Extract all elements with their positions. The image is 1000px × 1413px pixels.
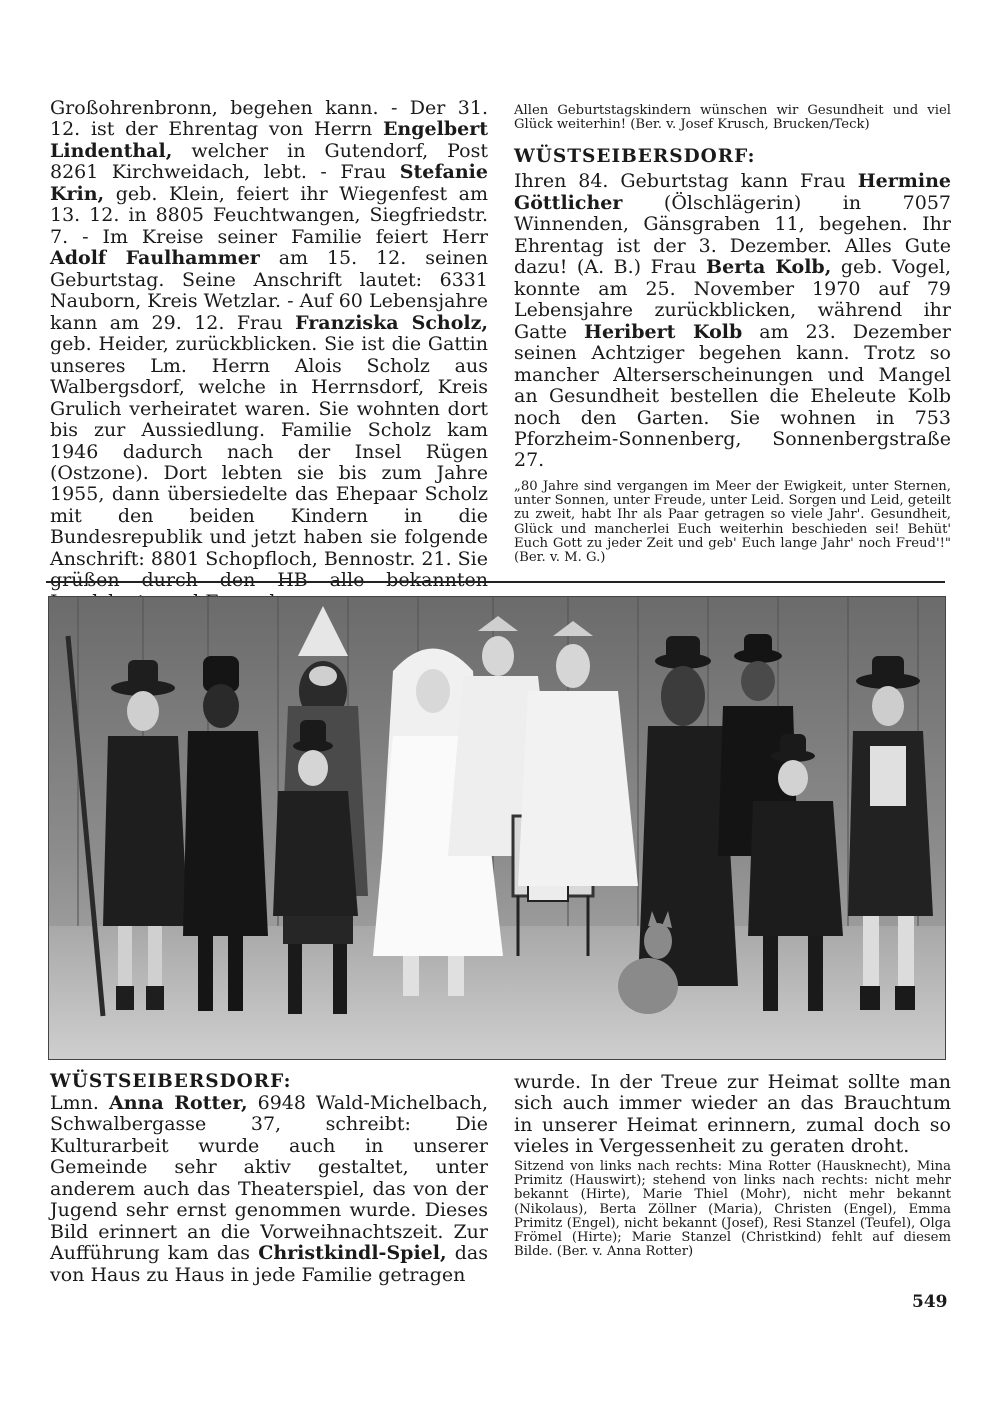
article-paragraph: wurde. In der Treue zur Heimat sollte man sich auch immer wieder an das Brauchtum in unserer Heimat erinnern, zumal doch so vieles in Vergessenheit zu geraten droht. [514,1071,951,1158]
birthday-wish: Allen Geburtstagskindern wünschen wir Gesundheit und viel Glück weiterhin! (Ber. v. Josef Krusch, Brucken/Teck) [514,103,951,133]
bottom-left-column [50,1072,488,1286]
horizontal-rule [46,581,945,583]
birthday-paragraph: Ihren 84. Geburtstag kann Frau Hermine Göttlicher (Ölschlägerin) in 7057 Winnenden, Gänsgraben 11, begehen. Ihr Ehrentag ist der 3. Dezember. Alles Gute dazu! (A. B.) Frau Berta Kolb, geb. Vogel, konnte am 25. November 1970 auf 79 Lebensjahre zurückblicken, während ihr Gatte Heribert Kolb am 23. Dezember seinen Achtziger begehen kann. Trotz so mancher Alterserscheinungen und Mangel an Gesundheit bestellen die Eheleute Kolb noch den Garten. Sie wohnen in 753 Pforzheim-Sonnenberg, Sonnenbergstraße 27. [514,170,951,472]
poem-quote: „80 Jahre sind vergangen im Meer der Ewigkeit, unter Sternen, unter Sonnen, unter Freude, unter Leid. Sorgen und Leid, geteilt zu zweit, habt Ihr als Paar getragen so viele Jahr'. Gesundheit, Glück und mancherlei Euch weiterhin beschieden sei! Behüt' Euch Gott zu jeder Zeit und geb' Euch lange Jahr' noch Freud'!" (Ber. v. M. G.) [514,478,951,566]
top-right-column [514,104,951,565]
article-paragraph: Lmn. Anna Rotter, 6948 Wald-Michelbach, Schwalbergasse 37, schreibt: Die Kulturarbeit wurde auch in unserer Gemeinde sehr aktiv gestaltet, unter anderem auch das Theaterspiel, das von der Jugend sehr ernst genommen wurde. Dieses Bild erinnert an die Vorweihnachtszeit. Zur Aufführung kam das Christkindl-Spiel, das von Haus zu Haus in jede Familie getragen [50,1091,489,1286]
section-heading: WÜSTSEIBERSDORF: [514,145,756,167]
top-left-column [50,98,488,613]
group-photograph [48,596,946,1060]
section-heading: WÜSTSEIBERSDORF: [50,1071,292,1092]
birthday-paragraph: Großohrenbronn, begehen kann. - Der 31. 12. ist der Ehrentag von Herrn Engelbert Lindenthal, welcher in Gutendorf, Post 8261 Kirchweidach, lebt. - Frau Stefanie Krin, geb. Klein, feiert ihr Wiegenfest am 13. 12. in 8805 Feuchtwangen, Siegfriedstr. 7. - Im Kreise seiner Familie feiert Herr Adolf Faulhammer am 15. 12. seinen Geburtstag. Seine Anschrift lautet: 6331 Nauborn, Kreis Wetzlar. - Auf 60 Lebensjahre kann am 29. 12. Frau Franziska Scholz, geb. Heider, zurückblicken. Sie ist die Gattin unseres Lm. Herrn Alois Scholz aus Walbergsdorf, welche in Herrnsdorf, Kreis Grulich verheiratet waren. Sie wohnten dort bis zur Aussiedlung. Familie Scholz kam 1946 dadurch nach der Insel Rügen (Ostzone). Dort lebten sie bis zum Jahre 1955, dann übersiedelte das Ehepaar Scholz mit den beiden Kindern in die Bundesrepublik und jetzt haben sie folgende Anschrift: 8801 Schopfloch, Bennostr. 21. Sie grüßen durch den HB alle bekannten [50,97,489,592]
page-number: 549 [912,1292,948,1312]
photo-caption: Sitzend von links nach rechts: Mina Rotter (Hausknecht), Mina Primitz (Hauswirt); stehend von links nach rechts: nicht mehr bekannt (Hirte), Marie Thiel (Mohr), nicht mehr bekannt (Nikolaus), Berta Zöllner (Maria), Christen (Engel), Emma Primitz (Engel), nicht bekannt (Josef), Resi Stanzel (Teufel), Olga Frömel (Hirte); Marie Stanzel (Christkind) fehlt auf diesem Bilde. (Ber. v. Anna Rotter) [514,1158,951,1260]
bottom-right-column [514,1072,951,1260]
